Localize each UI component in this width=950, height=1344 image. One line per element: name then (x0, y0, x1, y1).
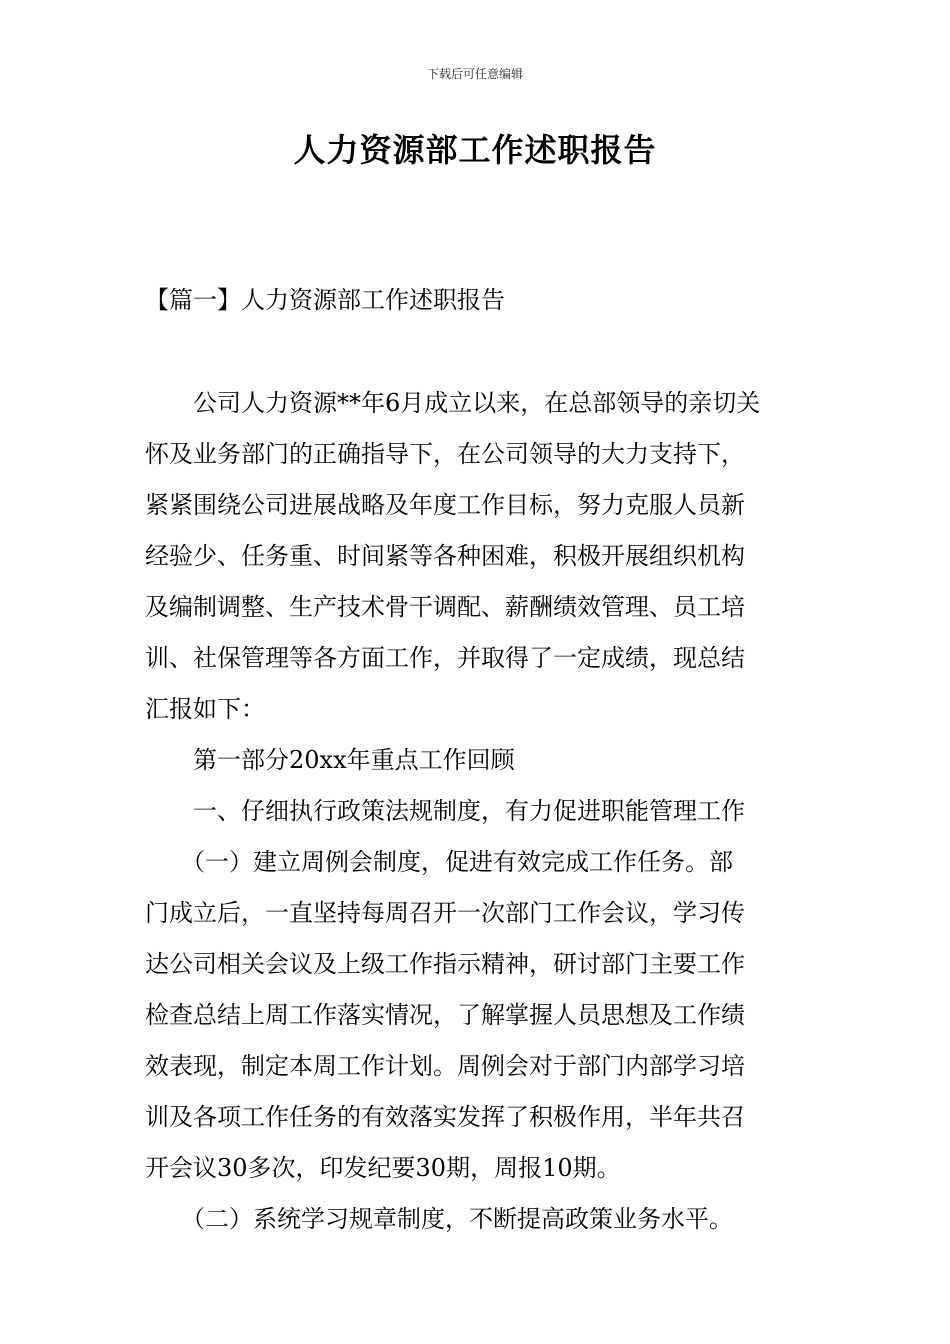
text-line: 开会议30多次，印发纪要30期，周报10期。 (145, 1154, 621, 1182)
text-line: （一）建立周例会制度，促进有效完成工作任务。部 (181, 848, 733, 876)
paragraph-item-one (145, 837, 807, 1194)
text-line: 公司人力资源**年6月成立以来，在总部领导的亲切关 (193, 389, 761, 417)
document-title: 人力资源部工作述职报告 (293, 131, 657, 169)
text-line: 效表现，制定本周工作计划。周例会对于部门内部学习培 (145, 1052, 745, 1080)
text-line: 训、社保管理等各方面工作，并取得了一定成绩，现总结 (145, 644, 745, 672)
text-line: 及编制调整、生产技术骨干调配、薪酬绩效管理、员工培 (145, 593, 745, 621)
text-line: 训及各项工作任务的有效落实发挥了积极作用，半年共召 (145, 1103, 745, 1131)
paragraph-part-heading (145, 735, 807, 786)
paragraph-intro (145, 378, 807, 735)
header-note: 下载后可任意编辑 (426, 67, 523, 81)
text-line: 第一部分20xx年重点工作回顾 (193, 746, 515, 774)
paragraph-subheading (145, 786, 807, 837)
text-line: 经验少、任务重、时间紧等各种困难，积极开展组织机构 (145, 542, 745, 570)
document-body (145, 378, 807, 1245)
text-line: 检查总结上周工作落实情况，了解掌握人员思想及工作绩 (145, 1001, 745, 1029)
text-line: （二）系统学习规章制度，不断提高政策业务水平。 (181, 1205, 733, 1233)
text-line: 达公司相关会议及上级工作指示精神，研讨部门主要工作 (145, 950, 745, 978)
text-line: 紧紧围绕公司进展战略及年度工作目标，努力克服人员新 (145, 491, 745, 519)
text-line: 门成立后，一直坚持每周召开一次部门工作会议，学习传 (145, 899, 745, 927)
text-line: 汇报如下： (145, 695, 265, 723)
section-heading: 【篇一】人力资源部工作述职报告 (145, 286, 505, 314)
paragraph-item-two (145, 1194, 807, 1245)
text-line: 一、仔细执行政策法规制度，有力促进职能管理工作 (193, 797, 745, 825)
text-line: 怀及业务部门的正确指导下，在公司领导的大力支持下， (145, 440, 745, 468)
